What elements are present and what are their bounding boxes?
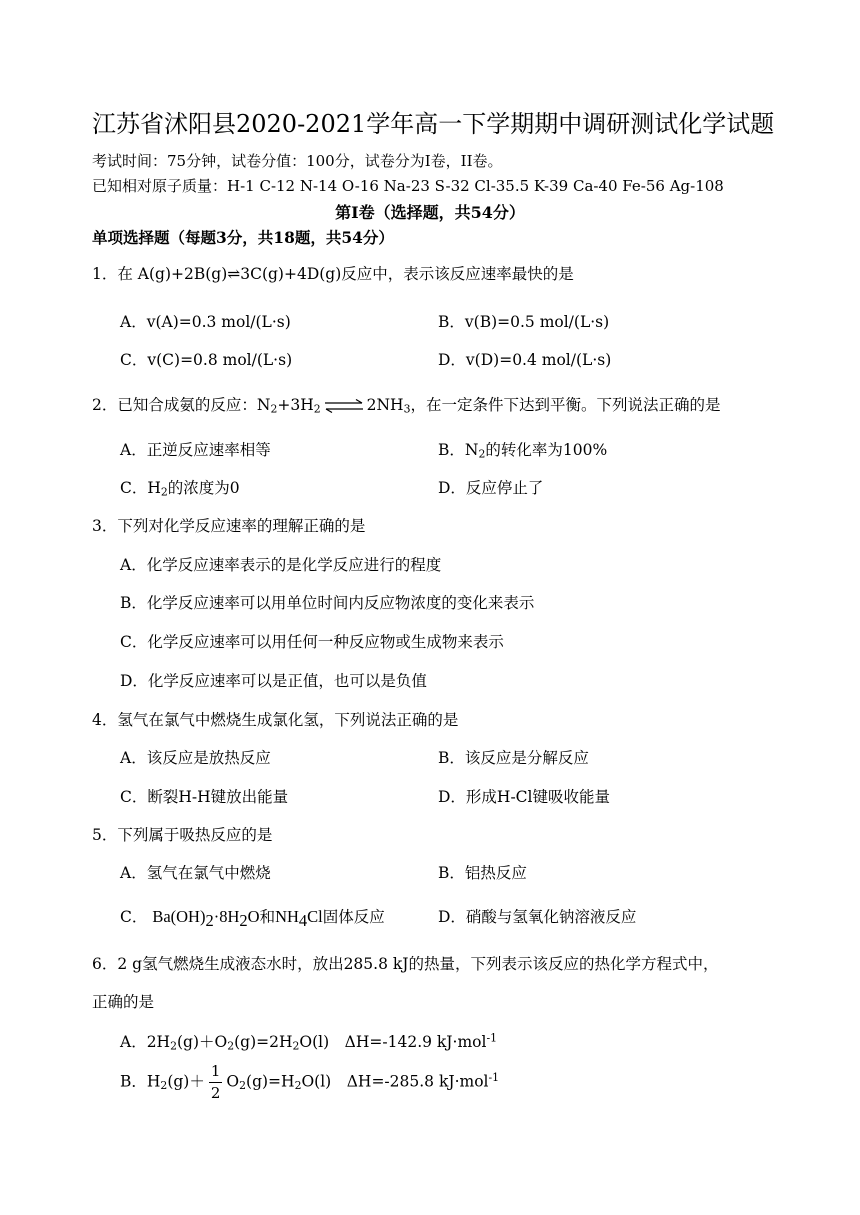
question-1-option-a: A．v(A)=0.3 mol/(L·s) bbox=[120, 313, 291, 331]
question-3-option-a: A．化学反应速率表示的是化学反应进行的程度 bbox=[120, 556, 442, 574]
question-5-option-a: A．氢气在氯气中燃烧 bbox=[120, 864, 271, 882]
question-1-option-c: C．v(C)=0.8 mol/(L·s) bbox=[120, 351, 293, 369]
exam-title: 江苏省沭阳县2020-2021学年高一下学期期中调研测试化学试题 bbox=[92, 110, 775, 138]
question-5-option-b: B．铝热反应 bbox=[438, 864, 527, 882]
question-1-stem: 1．在 A(g)+2B(g)⇌3C(g)+4D(g)反应中，表示该反应速率最快的是 bbox=[92, 265, 574, 283]
question-4-stem: 4．氢气在氯气中燃烧生成氯化氢，下列说法正确的是 bbox=[92, 711, 459, 729]
exam-info: 考试时间：75分钟，试卷分值：100分，试卷分为I卷，II卷。 bbox=[92, 152, 503, 170]
question-5-option-c: C． $Ba(OH)_2\cdot 8H_2O$和$NH_4Cl$固体反应 bbox=[120, 907, 385, 931]
question-3-stem: 3．下列对化学反应速率的理解正确的是 bbox=[92, 517, 366, 535]
question-2-option-b: B．$N_2$的转化率为100% bbox=[438, 441, 608, 461]
one-half-fraction: $\frac{1}{2}$ bbox=[210, 1062, 221, 1102]
question-6-stem-line1: 6．2 g氢气燃烧生成液态水时，放出285.8 kJ的热量，下列表示该反应的热化学方程式中， bbox=[92, 955, 719, 973]
subsection-title: 单项选择题（每题3分，共18题，共54分） bbox=[92, 228, 394, 247]
atomic-masses: 已知相对原子质量：H-1 C-12 N-14 O-16 Na-23 S-32 Cl-35.5 K-39 Ca-40 Fe-56 Ag-108 bbox=[92, 177, 724, 195]
question-2-option-a: A．正逆反应速率相等 bbox=[120, 441, 271, 459]
question-3-option-b: B．化学反应速率可以用单位时间内反应物浓度的变化来表示 bbox=[120, 594, 535, 612]
question-2-option-d: D．反应停止了 bbox=[438, 479, 544, 497]
question-3-option-d: D．化学反应速率可以是正值，也可以是负值 bbox=[120, 672, 427, 690]
question-4-option-a: A．该反应是放热反应 bbox=[120, 749, 271, 767]
question-4-option-c: C．断裂H-H键放出能量 bbox=[120, 788, 289, 806]
question-1-option-d: D．v(D)=0.4 mol/(L·s) bbox=[438, 351, 612, 369]
question-2-option-c: C．$H_2$的浓度为0 bbox=[120, 479, 240, 499]
section-title: 第I卷（选择题，共54分） bbox=[335, 203, 525, 222]
equilibrium-arrows-icon bbox=[324, 399, 364, 413]
question-6-option-b: B．$H_2(g)+$ $\frac{1}{2}$ $O_2(g)=H_2O(l)$ ΔH=-285.8 kJ·mol$^{-1}$ bbox=[120, 1062, 500, 1102]
question-6-option-a: A．$2H_2(g)+O_2(g)=2H_2O(l)$ ΔH=-142.9 kJ·mol$^{-1}$ bbox=[120, 1031, 498, 1053]
question-2-stem: 2．已知合成氨的反应：$N_2+3H_2$ $2NH_3$，在一定条件下达到平衡。下列说法正确的是 bbox=[92, 396, 721, 416]
question-5-option-d: D．硝酸与氢氧化钠溶液反应 bbox=[438, 908, 637, 926]
question-4-option-d: D．形成H-Cl键吸收能量 bbox=[438, 788, 610, 806]
question-5-stem: 5．下列属于吸热反应的是 bbox=[92, 826, 273, 844]
question-3-option-c: C．化学反应速率可以用任何一种反应物或生成物来表示 bbox=[120, 633, 504, 651]
question-4-option-b: B．该反应是分解反应 bbox=[438, 749, 589, 767]
question-6-stem-line2: 正确的是 bbox=[92, 993, 155, 1011]
question-1-option-b: B．v(B)=0.5 mol/(L·s) bbox=[438, 313, 610, 331]
